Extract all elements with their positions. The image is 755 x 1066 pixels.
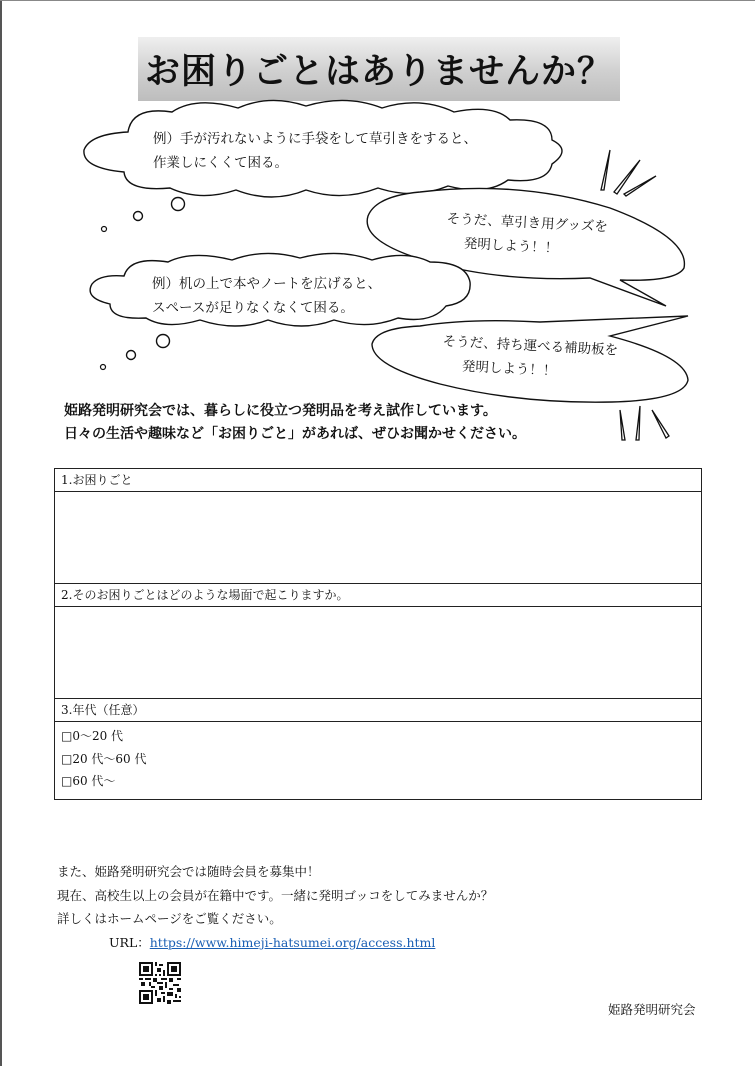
thought-cloud-1-text — [153, 127, 477, 175]
url-line — [57, 931, 493, 955]
emphasis-lines-bottom — [620, 406, 669, 440]
thought-cloud-2-text — [152, 272, 381, 320]
age-option-20-60[interactable]: □20 代～60 代 — [61, 751, 147, 766]
age-options — [55, 722, 701, 799]
page-title: お困りごとはありませんか？ — [144, 52, 613, 92]
homepage-link[interactable]: https://www.himeji-hatsumei.org/access.html — [149, 934, 436, 950]
intro-text — [64, 400, 526, 446]
info-line: また、姫路発明研究会では随時会員を募集中！ — [57, 864, 320, 879]
organization-name: 姫路発明研究会 — [608, 1002, 696, 1017]
question-2-label: 2.そのお困りごとはどのような場面で起こりますか。 — [55, 584, 701, 607]
text-line: そうだ、持ち運べる補助板を — [442, 333, 619, 359]
info-line: 詳しくはホームページをご覧ください。 — [57, 911, 282, 926]
age-option-60-plus[interactable]: □60 代～ — [61, 774, 116, 788]
text-line: 発明しよう！！ — [463, 235, 559, 257]
question-2-answer-area[interactable] — [55, 607, 701, 699]
speech-bubble-1-text — [445, 207, 609, 263]
question-1-answer-area[interactable] — [55, 492, 701, 584]
speech-bubble-2-text — [441, 329, 619, 386]
text-line: 例）机の上で本やノートを広げると、 — [152, 276, 382, 292]
intro-line: 日々の生活や趣味など「お困りごと」があれば、ぜひお聞かせください。 — [64, 426, 526, 442]
membership-info — [57, 860, 493, 954]
info-line: 現在、高校生以上の会員が在籍中です。一緒に発明ゴッコをしてみませんか？ — [57, 887, 494, 903]
text-line: 例）手が汚れないように手袋をして草引きをすると、 — [153, 131, 477, 147]
qr-code-icon — [139, 962, 181, 1004]
questionnaire-form — [54, 468, 702, 800]
question-3-label: 3.年代（任意） — [55, 699, 701, 722]
intro-line: 姫路発明研究会では、暮らしに役立つ発明品を考え試作しています。 — [64, 403, 497, 419]
text-line: 作業しにくくて困る。 — [153, 155, 288, 171]
age-option-0-20[interactable]: □0～20 代 — [61, 729, 124, 743]
emphasis-lines-top — [601, 150, 656, 196]
text-line: 発明しよう！！ — [461, 358, 557, 380]
text-line: そうだ、草引き用グッズを — [446, 210, 609, 236]
url-prefix: URL： — [109, 934, 150, 950]
question-1-label: 1.お困りごと — [55, 469, 701, 492]
text-line: スペースが足りなくなくて困る。 — [152, 300, 354, 316]
